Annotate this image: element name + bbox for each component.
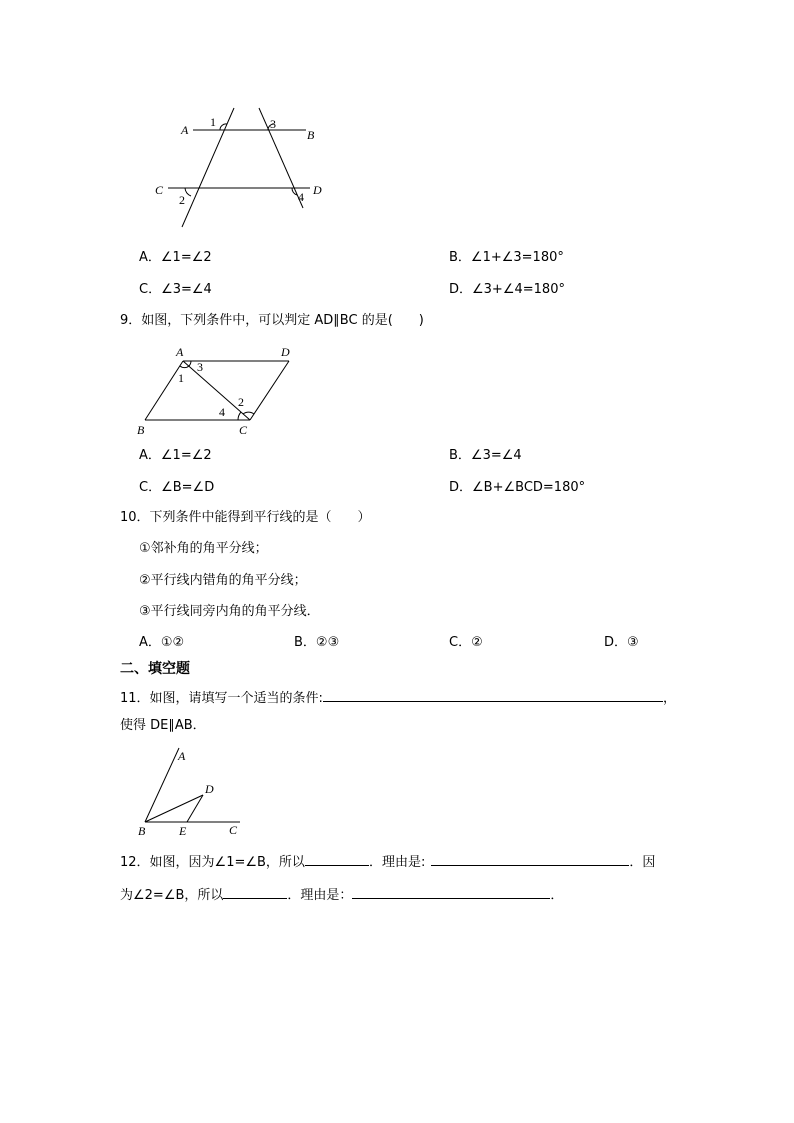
ray-ba bbox=[145, 748, 179, 822]
section-title-fill-in: 二、填空题 bbox=[120, 661, 190, 677]
angle-label-2: 2 bbox=[238, 395, 244, 409]
q10-item-1: ①邻补角的角平分线； bbox=[139, 541, 268, 556]
q11-stem-b: ， bbox=[662, 691, 676, 706]
q9-option-d: D．∠B+∠BCD=180° bbox=[449, 480, 586, 495]
q10-option-c: C．② bbox=[449, 635, 483, 650]
label-c: C bbox=[239, 423, 248, 437]
q10-item-2: ②平行线内错角的角平分线； bbox=[139, 573, 307, 588]
q10-option-a: A．①② bbox=[139, 635, 185, 650]
q8-option-b: B．∠1+∠3=180° bbox=[449, 250, 564, 265]
q12-text-2c: ． bbox=[550, 888, 564, 903]
label-b: B bbox=[138, 824, 146, 838]
q10-option-b: B．②③ bbox=[294, 635, 340, 650]
q10-item-3: ③平行线同旁内角的角平分线． bbox=[139, 604, 320, 619]
angle-label-3: 3 bbox=[270, 117, 276, 131]
q12-text-1b: ．理由是: bbox=[368, 855, 426, 870]
q12-line-1 bbox=[120, 852, 655, 871]
q11-stem-a: 11．如图，请填写一个适当的条件: bbox=[120, 691, 323, 706]
q9-stem: 9．如图，下列条件中，可以判定 AD∥BC 的是( ) bbox=[120, 313, 424, 328]
segment-bd bbox=[145, 795, 203, 822]
q9-option-c: C．∠B=∠D bbox=[139, 480, 215, 495]
label-d: D bbox=[281, 345, 290, 359]
label-c: C bbox=[229, 823, 238, 837]
label-d: D bbox=[313, 183, 322, 197]
q12-line-2 bbox=[120, 885, 563, 904]
q11-line-2: 使得 DE∥AB． bbox=[120, 718, 206, 733]
q8-option-c: C．∠3=∠4 bbox=[139, 282, 212, 297]
q8-option-d: D．∠3+∠4=180° bbox=[449, 282, 565, 297]
label-b: B bbox=[307, 128, 315, 142]
label-a: A bbox=[176, 345, 184, 359]
label-c: C bbox=[155, 183, 164, 197]
label-a: A bbox=[178, 749, 186, 763]
q12-blank-4[interactable] bbox=[352, 885, 550, 899]
q12-text-2a: 为∠2=∠B，所以 bbox=[120, 888, 224, 903]
angle-label-4: 4 bbox=[298, 190, 304, 204]
label-d: D bbox=[205, 782, 214, 796]
q12-blank-3[interactable] bbox=[223, 885, 287, 899]
angle-label-1: 1 bbox=[178, 371, 184, 385]
q8-option-a: A．∠1=∠2 bbox=[139, 250, 212, 265]
q12-blank-2[interactable] bbox=[431, 852, 629, 866]
q10-stem: 10．下列条件中能得到平行线的是（ ） bbox=[120, 510, 371, 525]
q9-option-a: A．∠1=∠2 bbox=[139, 448, 212, 463]
q10-option-d: D．③ bbox=[604, 635, 639, 650]
label-e: E bbox=[179, 824, 187, 838]
angle-label-4: 4 bbox=[219, 405, 225, 419]
q12-blank-1[interactable] bbox=[305, 852, 369, 866]
q12-text-1a: 12．如图，因为∠1=∠B，所以 bbox=[120, 855, 305, 870]
q9-option-b: B．∠3=∠4 bbox=[449, 448, 522, 463]
angle-label-3: 3 bbox=[197, 360, 203, 374]
angle-label-1: 1 bbox=[210, 115, 216, 129]
q12-text-2b: ．理由是： bbox=[287, 888, 353, 903]
angle-label-2: 2 bbox=[179, 193, 185, 207]
q12-text-1c: ．因 bbox=[629, 855, 656, 870]
label-a: A bbox=[181, 123, 189, 137]
label-b: B bbox=[137, 423, 145, 437]
